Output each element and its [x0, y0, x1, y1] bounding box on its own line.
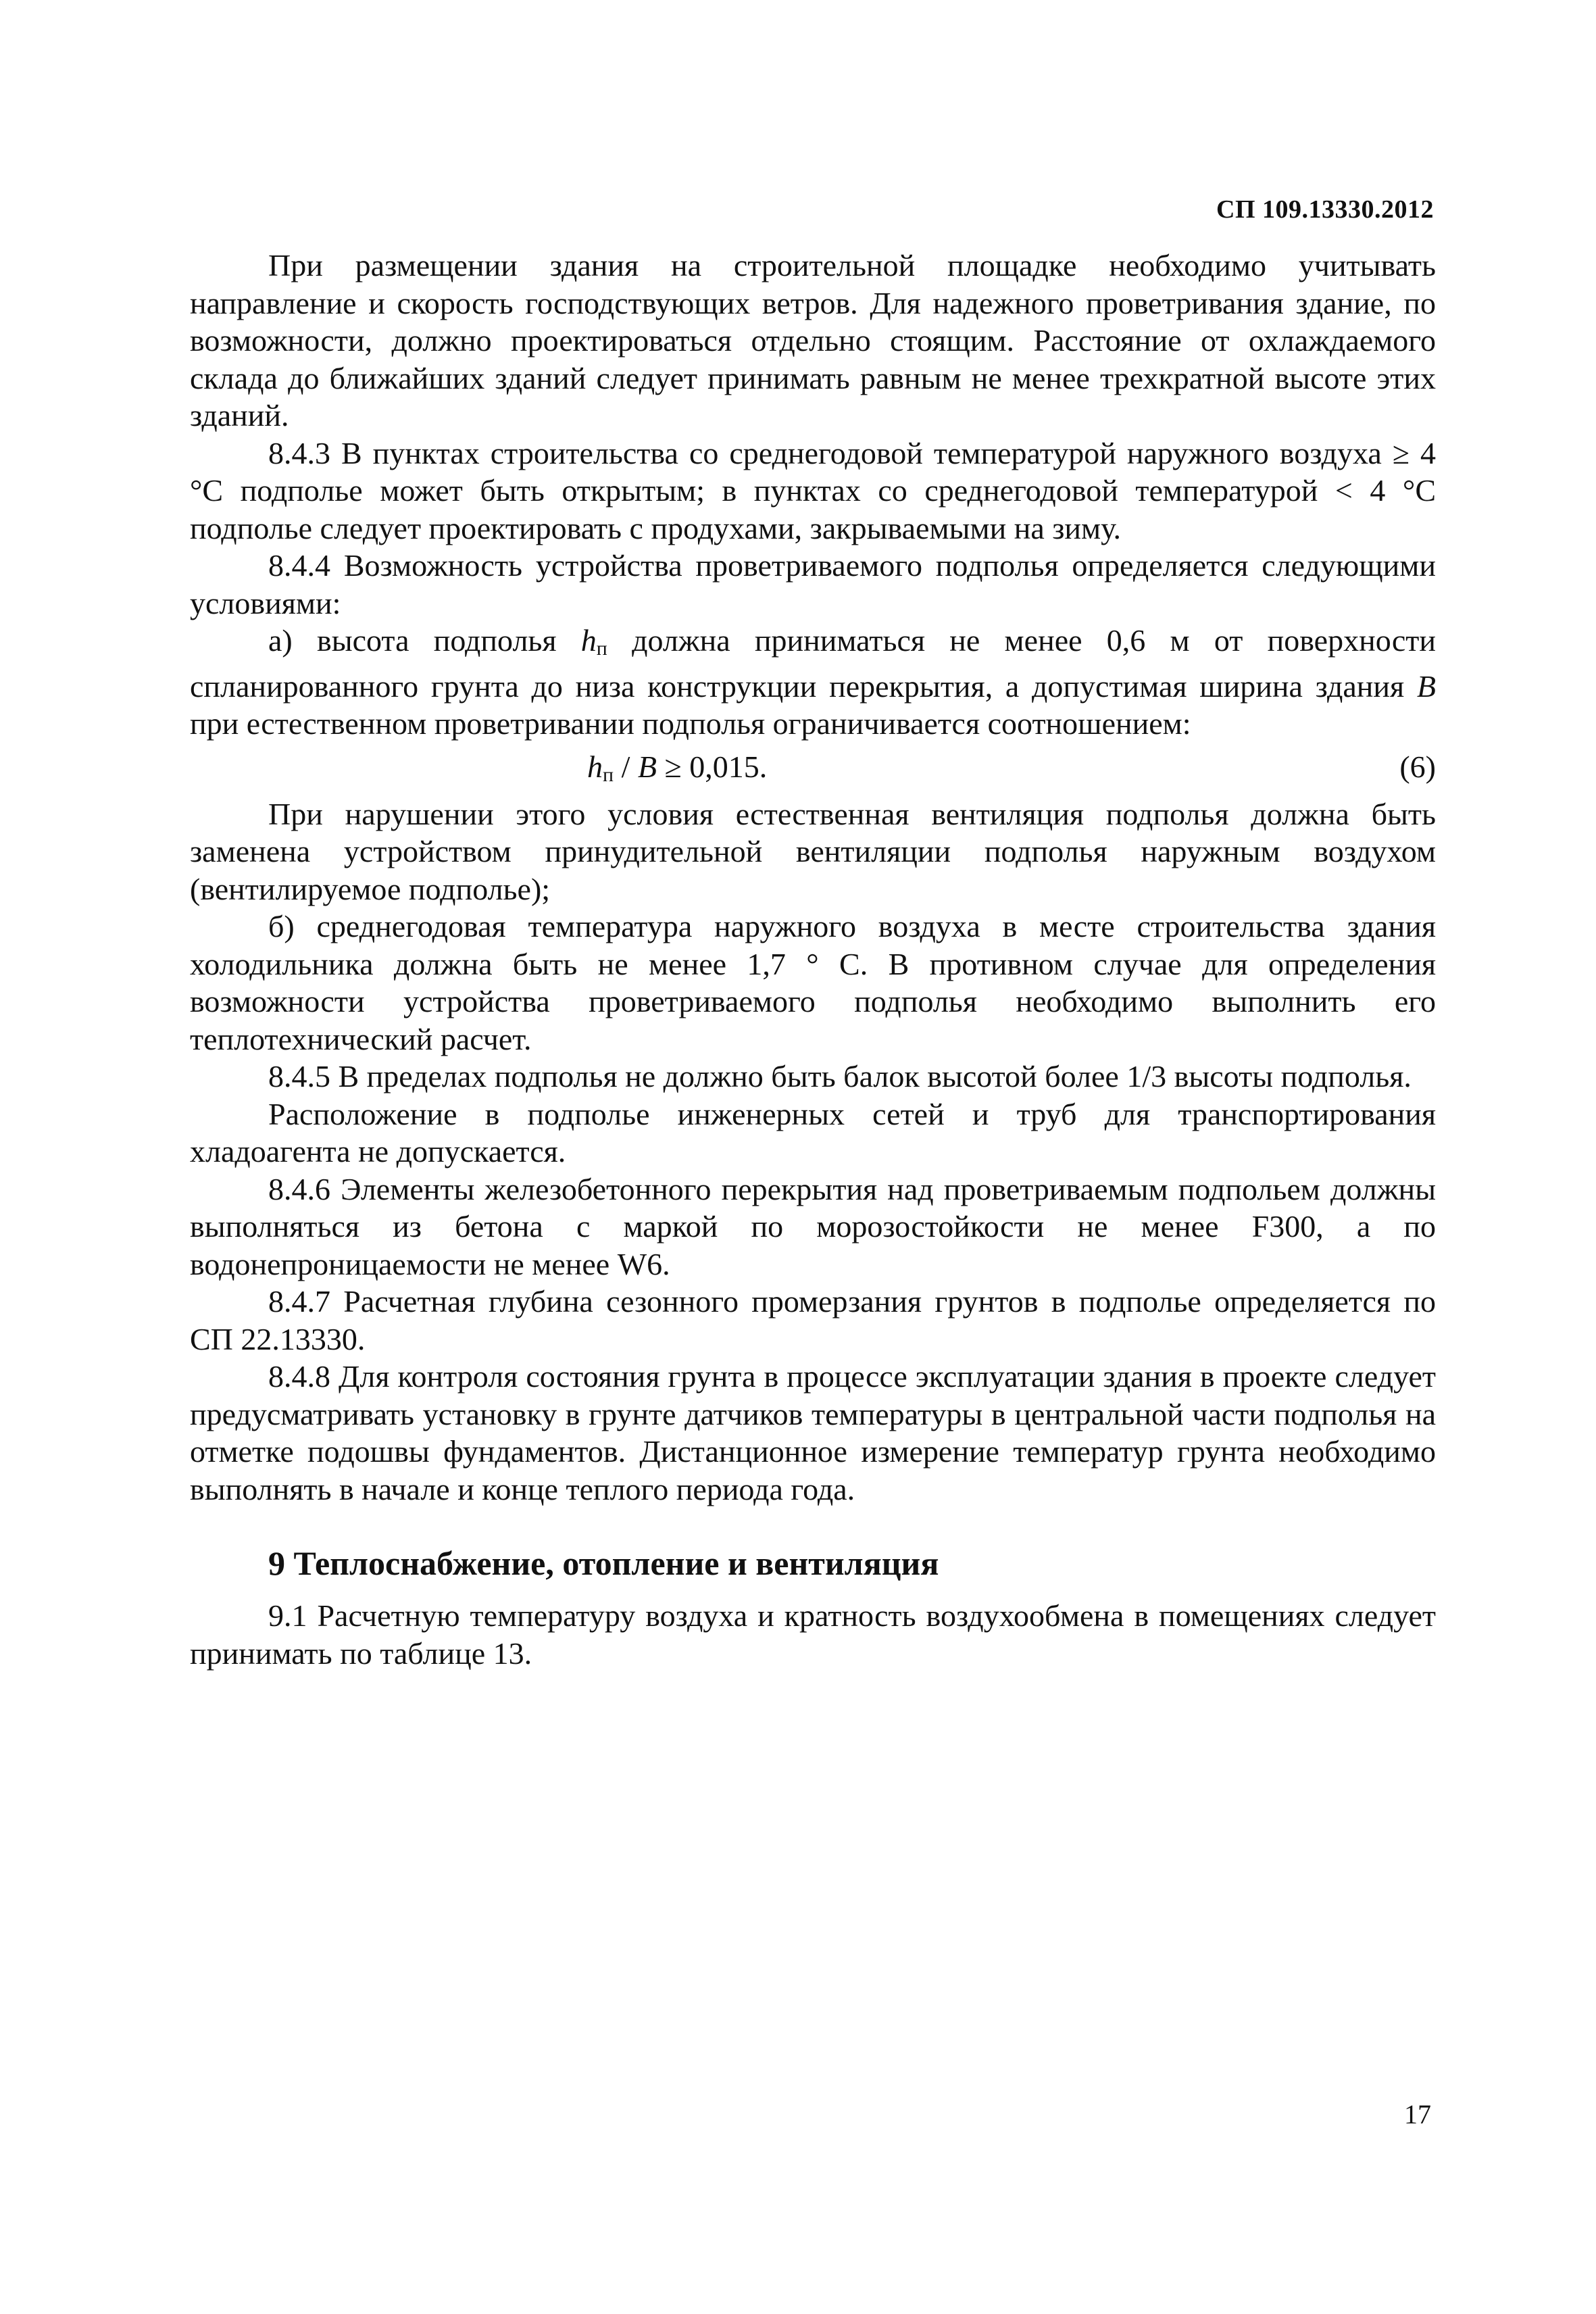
document-code: СП 109.13330.2012	[1216, 195, 1434, 224]
paragraph-item-b: б) среднегодовая температура наружного воздуха в месте строительства здания холодильника должна быть не менее 1,7 ° С. В противном случае для определения возможности устройства проветриваемого подполья необходимо выполнить его теплотехнический расчет.	[190, 909, 1436, 1056]
formula-number: (6)	[1399, 749, 1436, 784]
item-a-h-subscript: п	[596, 637, 607, 660]
paragraph-8-4-7: 8.4.7 Расчетная глубина сезонного промерзания грунтов в подполье определяется по СП 22.13330.	[190, 1284, 1436, 1356]
formula-rest: ≥ 0,015.	[656, 749, 768, 784]
item-a-text-2: должна приниматься не менее 0,6 м от поверхности спланированного грунта до низа конструкции перекрытия, а допустимая ширина здания	[190, 623, 1436, 704]
section-9-heading: 9 Теплоснабжение, отопление и вентиляция	[268, 1544, 939, 1582]
formula-divider: /	[614, 749, 638, 784]
item-a-b-symbol: B	[1416, 668, 1436, 704]
paragraph-9-1: 9.1 Расчетную температуру воздуха и кратность воздухообмена в помещениях следует принимать по таблице 13.	[190, 1598, 1436, 1671]
formula-6	[190, 748, 1436, 790]
paragraph-8-4-6: 8.4.6 Элементы железобетонного перекрытия над проветриваемым подпольем должны выполняться из бетона с маркой по морозостойкости не менее F300, а по водонепроницаемости не менее W6.	[190, 1171, 1436, 1281]
paragraph-8-4-5: 8.4.5 В пределах подполья не должно быть балок высотой более 1/3 высоты подполья.	[268, 1059, 1412, 1093]
paragraph-8-4-8: 8.4.8 Для контроля состояния грунта в процессе эксплуатации здания в проекте следует предусматривать установку в грунте датчиков температуры в центральной части подполья на отметке подошвы фундаментов. Дистанционное измерение температур грунта необходимо выполнять в начале и конце теплого периода года.	[190, 1359, 1436, 1506]
page-body	[190, 247, 1436, 1672]
item-a-text-1: а) высота подполья	[268, 623, 581, 658]
paragraph-engineering-networks: Расположение в подполье инженерных сетей и труб для транспортирования хладоагента не допускается.	[190, 1096, 1436, 1168]
formula-b-symbol: B	[637, 749, 657, 784]
paragraph-8-4-3: 8.4.3 В пунктах строительства со среднегодовой температурой наружного воздуха ≥ 4 °С подполье может быть открытым; в пунктах со среднегодовой температурой < 4 °С подполье следует проектировать с продухами, закрываемыми на зиму.	[190, 435, 1436, 545]
formula-h-symbol: h	[587, 749, 603, 784]
paragraph-building-placement: При размещении здания на строительной площадке необходимо учитывать направление и скорость господствующих ветров. Для надежного проветривания здание, по возможности, должно проектироваться отдельно стоящим. Расстояние от охлаждаемого склада до ближайших зданий следует принимать равным не менее трехкратной высоте этих зданий.	[190, 248, 1436, 433]
paragraph-8-4-4: 8.4.4 Возможность устройства проветриваемого подполья определяется следующими условиями:	[190, 548, 1436, 620]
item-a-h-symbol: h	[580, 623, 597, 658]
paragraph-item-a	[190, 622, 1436, 743]
page-number: 17	[1404, 2099, 1431, 2130]
paragraph-ventilation-violation: При нарушении этого условия естественная вентиляция подполья должна быть заменена устройством принудительной вентиляции подполья наружным воздухом (вентилируемое подполье);	[190, 796, 1436, 906]
formula-expression	[587, 748, 767, 794]
item-a-text-3: при естественном проветривании подполья ограничивается соотношением:	[190, 706, 1191, 741]
formula-h-subscript: п	[603, 763, 614, 786]
